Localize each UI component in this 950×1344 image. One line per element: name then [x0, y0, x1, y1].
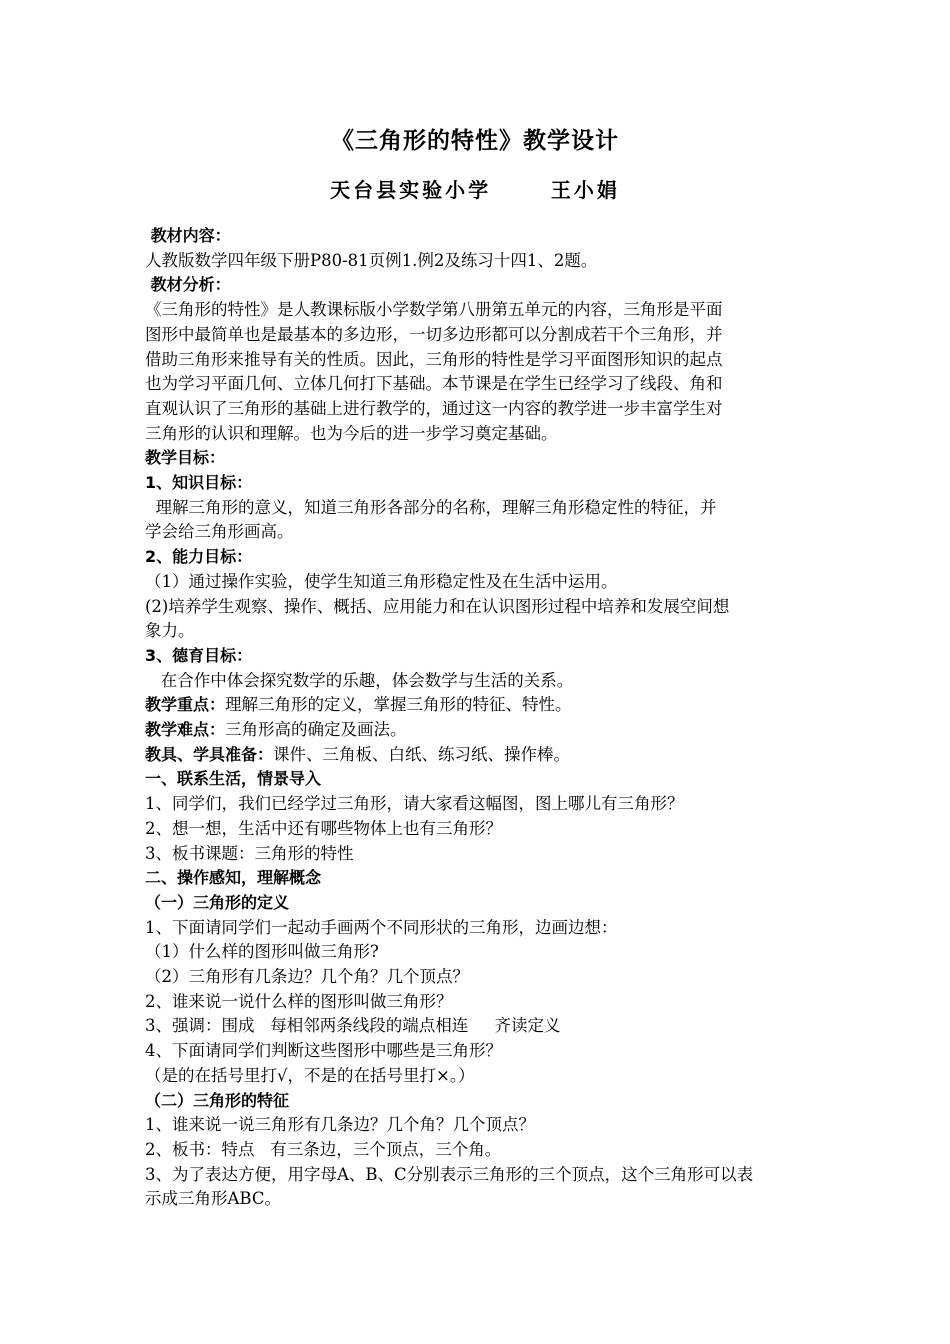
line-label: 一、联系生活，情景导入	[145, 769, 322, 789]
body-line	[145, 1165, 815, 1185]
body-line	[145, 547, 815, 567]
body-line	[145, 448, 815, 468]
line-label: （一）三角形的定义	[145, 892, 290, 912]
body-line	[145, 745, 815, 765]
line-text: 示成三角形ABC。	[145, 1189, 281, 1209]
line-label: 二、操作感知，理解概念	[145, 868, 322, 888]
line-label: 教材分析：	[145, 275, 231, 295]
body-line	[145, 350, 815, 370]
body-line	[145, 275, 815, 295]
line-label: 教学重点：	[145, 695, 226, 715]
line-text: 直观认识了三角形的基础上进行教学的，通过这一内容的教学进一步丰富学生对	[145, 398, 723, 418]
body-line	[145, 1091, 815, 1111]
body-line	[145, 399, 815, 419]
line-label: 3、德育目标：	[145, 645, 253, 665]
line-text: 象力。	[145, 621, 195, 641]
line-text: 人教版数学四年级下册P80-81页例1.例2及练习十四1、2题。	[145, 250, 598, 270]
body-line	[145, 374, 815, 394]
line-text: 1、下面请同学们一起动手画两个不同形状的三角形，边画边想：	[145, 917, 618, 937]
line-text: 3、板书课题：三角形的特性	[145, 843, 354, 863]
line-text: 三角形的认识和理解。也为今后的进一步学习奠定基础。	[145, 423, 558, 443]
body-line	[145, 918, 815, 938]
body-line	[145, 1115, 815, 1135]
body-line	[145, 226, 815, 246]
line-text: (2)培养学生观察、操作、概括、应用能力和在认识图形过程中培养和发展空间想	[145, 596, 730, 616]
body-line	[145, 794, 815, 814]
body-line	[145, 942, 815, 962]
body-line	[145, 992, 815, 1012]
line-text: 2、板书：特点 有三条边，三个顶点，三个角。	[145, 1139, 502, 1159]
body-line	[145, 424, 815, 444]
body-line	[145, 473, 815, 493]
line-label: 2、能力目标：	[145, 547, 253, 567]
document-title: 《三角形的特性》教学设计	[331, 128, 619, 154]
line-label: 教学目标：	[145, 448, 226, 468]
line-text: （是的在括号里打√，不是的在括号里打×。）	[145, 1065, 475, 1085]
body-line	[145, 695, 815, 715]
line-text: 《三角形的特性》是人教课标版小学数学第八册第五单元的内容，三角形是平面	[145, 300, 723, 320]
body-line	[145, 720, 815, 740]
body-line	[145, 769, 815, 789]
body-line	[145, 1189, 815, 1209]
body-line	[145, 597, 815, 617]
line-text: 学会给三角形画高。	[145, 522, 294, 542]
line-label: 教具、学具准备：	[145, 744, 274, 764]
body-line	[145, 621, 815, 641]
body-line	[145, 522, 815, 542]
line-text: 借助三角形来推导有关的性质。因此，三角形的特性是学习平面图形知识的起点	[145, 349, 723, 369]
line-text: 2、谁来说一说什么样的图形叫做三角形？	[145, 991, 453, 1011]
body-line	[145, 1140, 815, 1160]
line-text: （1）通过操作实验，使学生知道三角形稳定性及在生活中运用。	[145, 571, 618, 591]
document-subtitle: 天台县实验小学 王小娟	[330, 178, 620, 202]
line-text: （1）什么样的图形叫做三角形?	[145, 942, 379, 962]
body-line	[145, 967, 815, 987]
body-line	[145, 1016, 815, 1036]
line-text: 理解三角形的定义，掌握三角形的特征、特性。	[225, 695, 572, 715]
line-text: （2）三角形有几条边？几个角？几个顶点？	[145, 967, 469, 986]
line-text: 课件、三角板、白纸、练习纸、操作棒。	[273, 744, 571, 764]
line-text: 也为学习平面几何、立体几何打下基础。本节课是在学生已经学习了线段、角和	[145, 374, 723, 394]
line-text: 理解三角形的意义，知道三角形各部分的名称，理解三角形稳定性的特征，并	[145, 497, 717, 517]
line-text: 3、为了表达方便，用字母A、B、C分别表示三角形的三个顶点，这个三角形可以表	[145, 1164, 754, 1184]
body-line	[145, 1041, 815, 1061]
line-text: 图形中最简单也是最基本的多边形，一切多边形都可以分割成若干个三角形，并	[145, 324, 723, 344]
body-line	[145, 844, 815, 864]
body-line	[145, 868, 815, 888]
line-label: 教材内容：	[145, 226, 231, 245]
line-text: 1、谁来说一说三角形有几条边？几个角？几个顶点？	[145, 1115, 535, 1135]
line-text: 在合作中体会探究数学的乐趣，体会数学与生活的关系。	[145, 670, 574, 690]
line-label: 教学难点：	[145, 720, 226, 739]
body-line	[145, 325, 815, 345]
body-line	[145, 671, 815, 691]
line-label: 1、知识目标：	[145, 473, 253, 492]
line-text: 三角形高的确定及画法。	[225, 720, 407, 739]
body-line	[145, 819, 815, 839]
line-text: 1、同学们，我们已经学过三角形，请大家看这幅图，图上哪儿有三角形？	[145, 794, 684, 814]
body-line	[145, 300, 815, 320]
line-label: （二）三角形的特征	[145, 1090, 290, 1110]
body-line	[145, 646, 815, 666]
body-line	[145, 572, 815, 592]
body-line	[145, 893, 815, 913]
body-line	[145, 498, 815, 518]
line-text: 3、强调：围成 每相邻两条线段的端点相连 齐读定义	[145, 1016, 561, 1036]
line-text: 4、下面请同学们判断这些图形中哪些是三角形？	[145, 1041, 502, 1061]
body-line	[145, 251, 815, 271]
body-line	[145, 1066, 815, 1086]
line-text: 2、想一想，生活中还有哪些物体上也有三角形？	[145, 818, 502, 838]
